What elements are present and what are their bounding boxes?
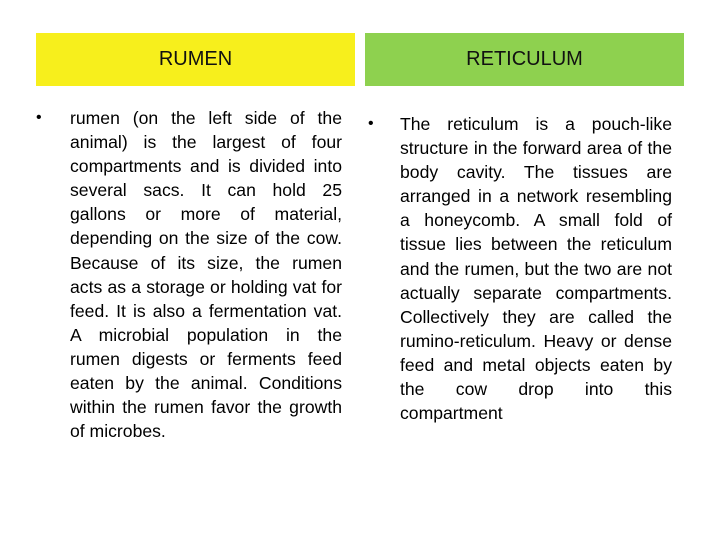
rumen-header xyxy=(36,33,355,86)
reticulum-description: The reticulum is a pouch-like structure in the forward area of the body cavity. The tissues are arranged in a network resembling a honeycomb. A small fold of tissue lies between the reticulum and the rumen, but the two are not actually separate compartments. Collectively they are called the rumino-reticulum. Heavy or dense feed and metal objects eaten by the cow drop into this compartment xyxy=(400,114,672,424)
rumen-bullet-icon: • xyxy=(36,109,42,126)
rumen-header-label: RUMEN xyxy=(158,48,233,70)
rumen-description: rumen (on the left side of the animal) is the largest of four compartments and is divided into several sacs. It can hold 25 gallons or more of material, depending on the size of the cow. Because of its size, the rumen acts as a storage or holding vat for feed. It is also a fermentation vat. A microbial population in the rumen digests or ferments feed eaten by the animal. Conditions within the rumen favor the growth of microbes. xyxy=(70,108,342,442)
reticulum-header-label: RETICULUM xyxy=(466,48,583,70)
reticulum-bullet-icon: • xyxy=(368,115,374,132)
reticulum-header xyxy=(365,33,684,86)
